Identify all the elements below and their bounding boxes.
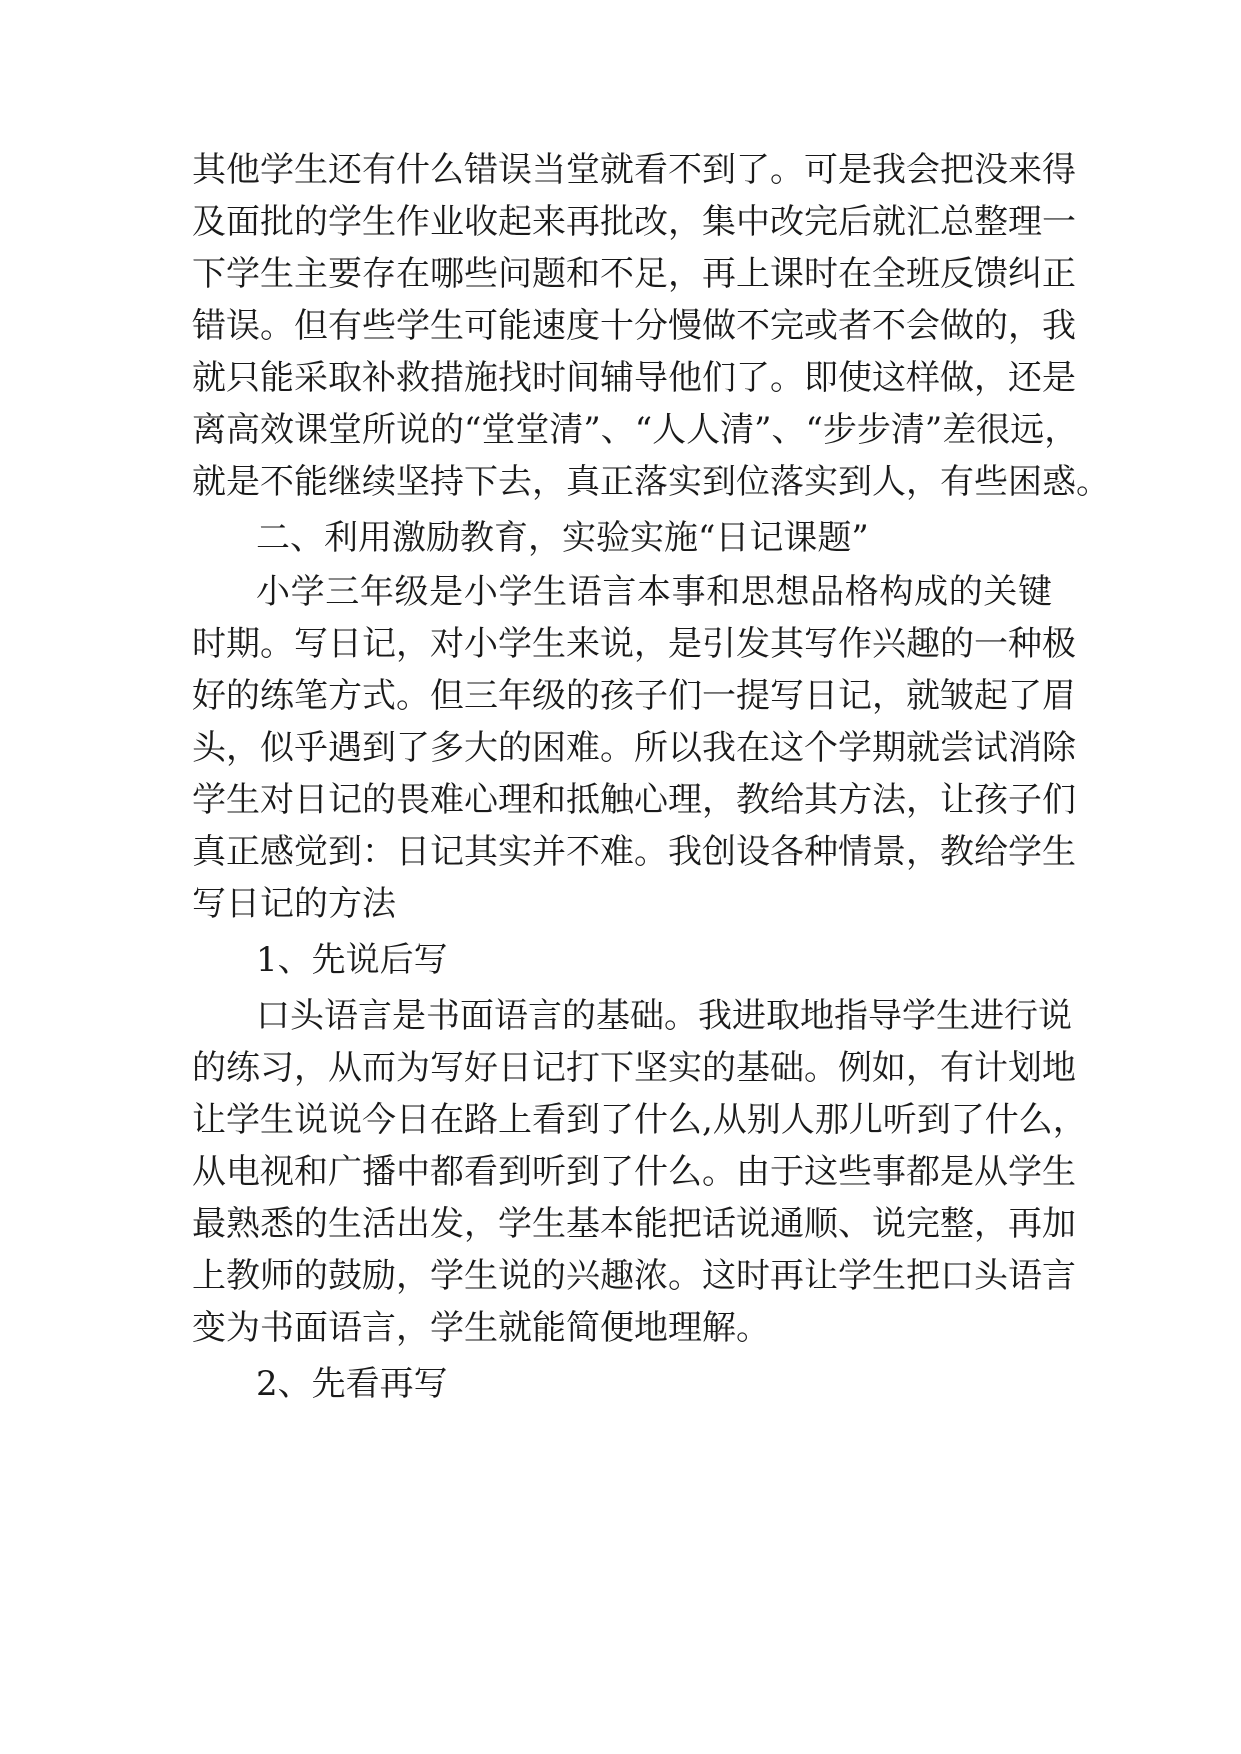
text-line: 及面批的学生作业收起来再批改，集中改完后就汇总整理一	[192, 202, 1076, 242]
text-line: 写日记的方法	[192, 884, 396, 924]
text-line: 学生对日记的畏难心理和抵触心理，教给其方法，让孩子们	[192, 780, 1076, 820]
text-line: 让学生说说今日在路上看到了什么,从别人那儿听到了什么，	[192, 1100, 1087, 1140]
text-line: 好的练笔方式。但三年级的孩子们一提写日记，就皱起了眉	[192, 676, 1076, 716]
paragraph-first-line: 小学三年级是小学生语言本事和思想品格构成的关键	[256, 572, 1052, 612]
section-heading: 二、利用激励教育，实验实施“日记课题”	[256, 518, 869, 558]
subsection-heading: 2、先看再写	[256, 1364, 448, 1404]
paragraph-first-line: 口头语言是书面语言的基础。我进取地指导学生进行说	[256, 996, 1072, 1036]
text-line: 其他学生还有什么错误当堂就看不到了。可是我会把没来得	[192, 150, 1076, 190]
text-line: 从电视和广播中都看到听到了什么。由于这些事都是从学生	[192, 1152, 1076, 1192]
text-line: 上教师的鼓励，学生说的兴趣浓。这时再让学生把口头语言	[192, 1256, 1076, 1296]
text-line: 就是不能继续坚持下去，真正落实到位落实到人，有些困惑。	[192, 462, 1110, 502]
text-line: 就只能采取补救措施找时间辅导他们了。即使这样做，还是	[192, 358, 1076, 398]
text-line: 离高效课堂所说的“堂堂清”、“人人清”、“步步清”差很远，	[192, 410, 1079, 450]
subsection-heading: 1、先说后写	[256, 940, 448, 980]
text-line: 错误。但有些学生可能速度十分慢做不完或者不会做的，我	[192, 306, 1076, 346]
text-line: 变为书面语言，学生就能简便地理解。	[192, 1308, 770, 1348]
text-line: 的练习，从而为写好日记打下坚实的基础。例如，有计划地	[192, 1048, 1076, 1088]
text-line: 下学生主要存在哪些问题和不足，再上课时在全班反馈纠正	[192, 254, 1076, 294]
text-line: 最熟悉的生活出发，学生基本能把话说通顺、说完整，再加	[192, 1204, 1076, 1244]
text-line: 真正感觉到：日记其实并不难。我创设各种情景，教给学生	[192, 832, 1076, 872]
text-line: 时期。写日记，对小学生来说，是引发其写作兴趣的一种极	[192, 624, 1076, 664]
text-line: 头，似乎遇到了多大的困难。所以我在这个学期就尝试消除	[192, 728, 1076, 768]
